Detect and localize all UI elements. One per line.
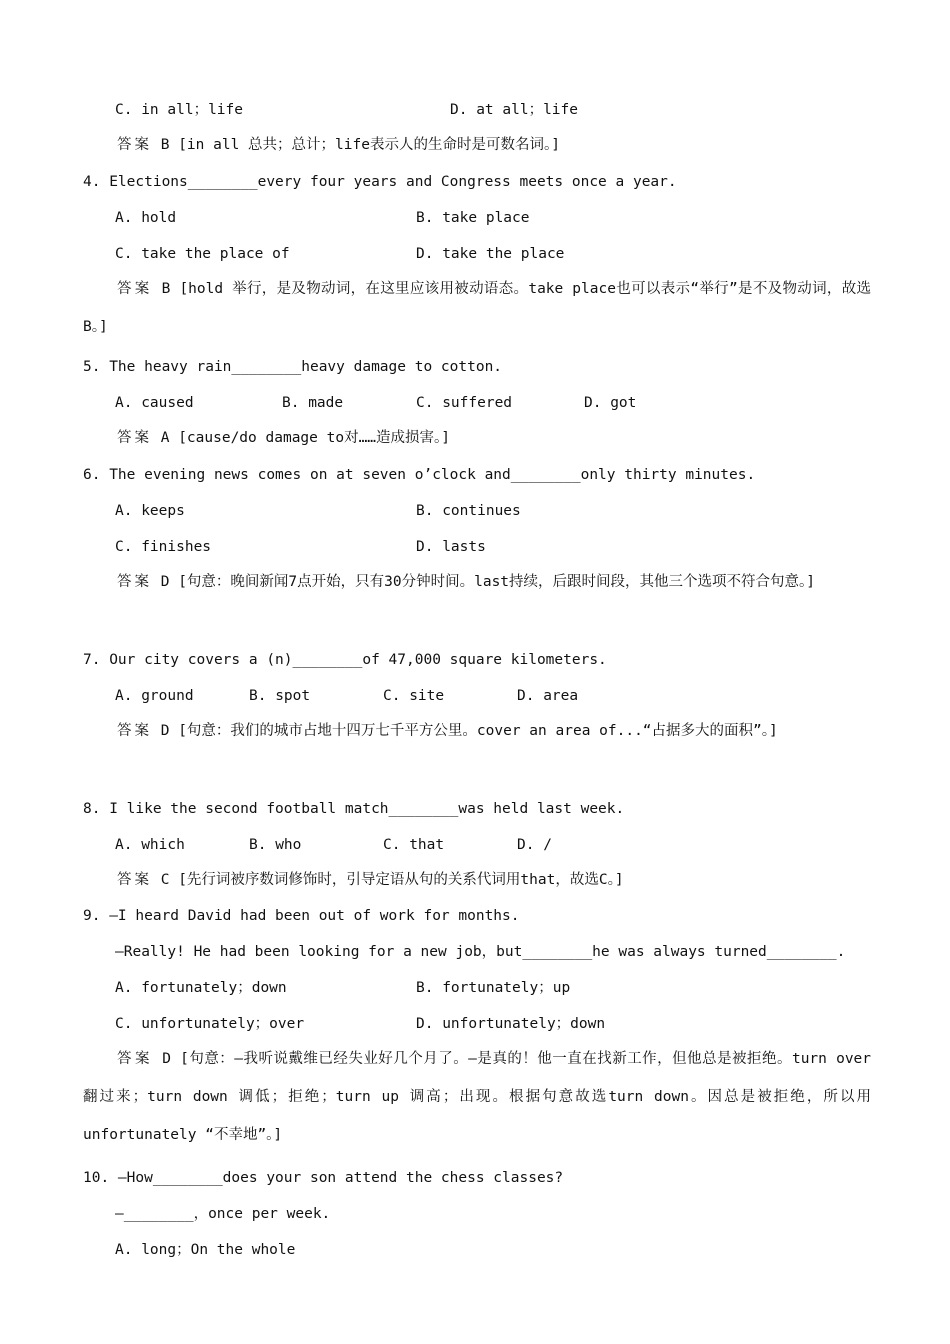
q4-stem: 4. Elections________every four years and Congress meets once a year.	[83, 174, 677, 190]
q8-option-b: B. who	[249, 837, 302, 853]
q9-option-a: A. fortunately；down	[115, 980, 287, 996]
answer-letter: B	[161, 281, 171, 297]
q6-option-c: C. finishes	[115, 539, 212, 555]
q3-option-c: C. in all；life	[115, 102, 243, 118]
q5-option-d: D. got	[584, 395, 637, 411]
answer-explanation: [句意：晚间新闻7点开始，只有30分钟时间。last持续，后跟时间段，其他三个选项不符合句意。]	[178, 574, 816, 590]
answer-label: 答案	[117, 574, 152, 590]
q4-option-d: D. take the place	[416, 246, 565, 262]
answer-letter: A	[160, 430, 170, 446]
q8-option-a: A. which	[115, 837, 185, 853]
q10-stem: 10. —How________does your son attend the chess classes?	[83, 1170, 564, 1186]
answer-explanation: [in all 总共；总计；life表示人的生命时是可数名词。]	[178, 137, 560, 153]
q5-answer	[83, 419, 871, 457]
answer-explanation: [句意：—我听说戴维已经失业好几个月了。—是真的！他一直在找新工作，但他总是被拒绝。turn over 翻过来；turn down 调低；拒绝；turn up 调高；出现。根据句意故选turn down。因总是被拒绝，所以用unfortunately “不幸地”。]	[83, 1051, 872, 1143]
answer-label: 答案	[117, 723, 152, 739]
answer-letter: D	[162, 1051, 171, 1067]
answer-explanation: [cause/do damage to对……造成损害。]	[178, 430, 451, 446]
answer-label: 答案	[117, 430, 152, 446]
q7-answer	[83, 712, 871, 750]
q3-option-d: D. at all；life	[450, 102, 578, 118]
q8-stem: 8. I like the second football match________was held last week.	[83, 801, 625, 817]
q7-option-d: D. area	[517, 688, 579, 704]
q6-option-d: D. lasts	[416, 539, 486, 555]
q6-option-a: A. keeps	[115, 503, 185, 519]
answer-letter: D	[160, 574, 170, 590]
answer-explanation: [句意：我们的城市占地十四万七千平方公里。cover an area of...“占据多大的面积”。]	[178, 723, 778, 739]
q4-option-b: B. take place	[416, 210, 530, 226]
q9-stem: 9. —I heard David had been out of work for months.	[83, 908, 520, 924]
q9-option-c: C. unfortunately；over	[115, 1016, 305, 1032]
q7-option-b: B. spot	[249, 688, 311, 704]
q6-option-b: B. continues	[416, 503, 521, 519]
q3-answer	[83, 126, 871, 164]
q5-stem: 5. The heavy rain________heavy damage to cotton.	[83, 359, 503, 375]
answer-letter: C	[160, 872, 170, 888]
answer-explanation: [先行词被序数词修饰时，引导定语从句的关系代词用that，故选C。]	[178, 872, 624, 888]
answer-label: 答案	[117, 281, 153, 297]
q9-option-b: B. fortunately；up	[416, 980, 571, 996]
answer-letter: D	[160, 723, 170, 739]
q5-option-a: A. caused	[115, 395, 194, 411]
q5-option-b: B. made	[282, 395, 344, 411]
q6-stem: 6. The evening news comes on at seven o’clock and________only thirty minutes.	[83, 467, 756, 483]
q10-stem-reply: —________，once per week.	[115, 1206, 331, 1222]
answer-label: 答案	[117, 137, 152, 153]
q4-option-a: A. hold	[115, 210, 177, 226]
q6-answer	[83, 563, 871, 601]
answer-explanation: [hold 举行，是及物动词，在这里应该用被动语态。take place也可以表示“举行”是不及物动词，故选B。]	[83, 281, 871, 335]
q8-option-c: C. that	[383, 837, 445, 853]
q9-stem-reply: —Really! He had been looking for a new job，but________he was always turned________.	[115, 944, 846, 960]
q10-option-a: A. long；On the whole	[115, 1242, 296, 1258]
answer-label: 答案	[117, 872, 152, 888]
q8-option-d: D. /	[517, 837, 552, 853]
q9-option-d: D. unfortunately；down	[416, 1016, 606, 1032]
q4-option-c: C. take the place of	[115, 246, 290, 262]
q7-stem: 7. Our city covers a (n)________of 47,000 square kilometers.	[83, 652, 607, 668]
answer-letter: B	[160, 137, 170, 153]
q5-option-c: C. suffered	[416, 395, 513, 411]
answer-label: 答案	[117, 1051, 153, 1067]
q9-answer	[83, 1040, 871, 1154]
q4-answer	[83, 270, 871, 346]
q7-option-c: C. site	[383, 688, 445, 704]
q7-option-a: A. ground	[115, 688, 194, 704]
q8-answer	[83, 861, 871, 899]
